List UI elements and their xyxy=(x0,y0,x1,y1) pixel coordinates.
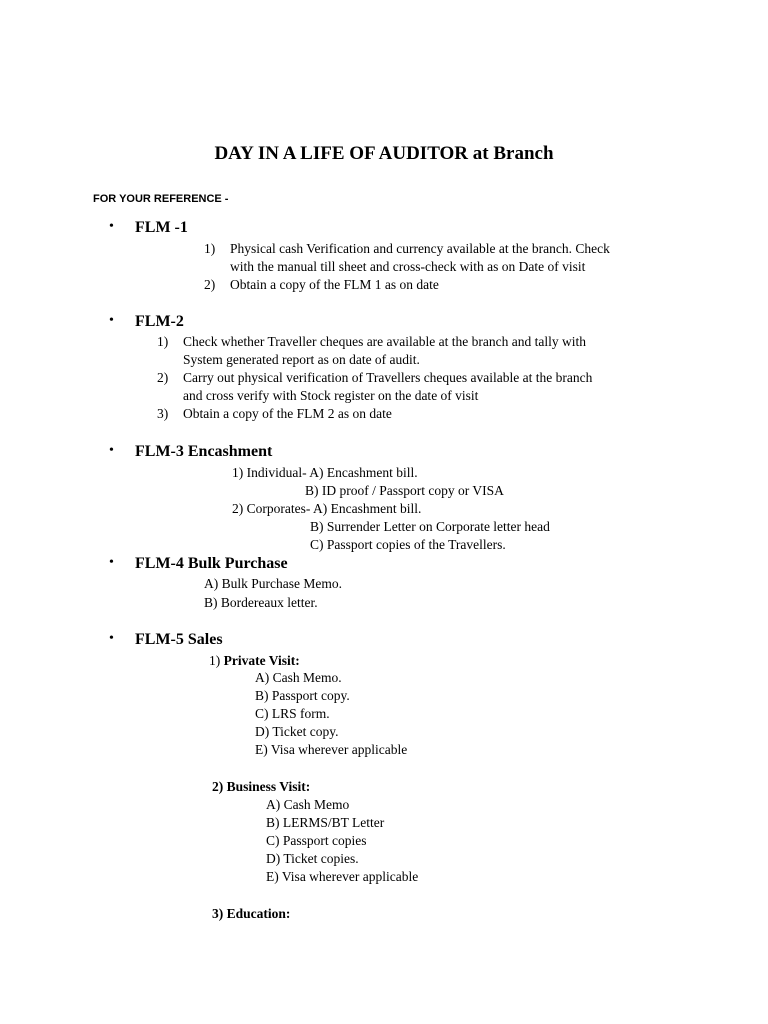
item-text: Obtain a copy of the FLM 1 as on date xyxy=(230,277,439,292)
item-text-continued: and cross verify with Stock register on the date of visit xyxy=(183,388,479,403)
list-item xyxy=(157,333,586,351)
flm4-line: B) Bordereaux letter. xyxy=(204,595,318,610)
item-text: Carry out physical verification of Travellers cheques available at the branch xyxy=(183,370,593,385)
list-item: E) Visa wherever applicable xyxy=(266,869,419,884)
business-visit-heading: 2) Business Visit: xyxy=(212,779,311,794)
item-number: 1) xyxy=(204,241,216,256)
item-text: Obtain a copy of the FLM 2 as on date xyxy=(183,406,392,421)
bullet-icon: • xyxy=(109,631,114,646)
item-text: Check whether Traveller cheques are available at the branch and tally with xyxy=(183,334,586,349)
bullet-icon: • xyxy=(109,219,114,234)
list-item: D) Ticket copy. xyxy=(255,724,339,739)
list-item: B) LERMS/BT Letter xyxy=(266,815,385,830)
page-title: DAY IN A LIFE OF AUDITOR at Branch xyxy=(214,143,554,164)
private-visit-heading xyxy=(209,652,300,670)
flm3-line: 1) Individual- A) Encashment bill. xyxy=(232,465,418,480)
item-number: 1) xyxy=(157,334,169,349)
flm2-heading: FLM-2 xyxy=(135,313,184,330)
item-number: 3) xyxy=(157,406,169,421)
item-number: 1) xyxy=(209,653,221,668)
flm3-line: B) ID proof / Passport copy or VISA xyxy=(305,483,504,498)
item-text-continued: System generated report as on date of audit. xyxy=(183,352,420,367)
list-item: C) LRS form. xyxy=(255,706,330,721)
list-item xyxy=(157,369,592,387)
flm1-heading: FLM -1 xyxy=(135,219,188,236)
flm4-line: A) Bulk Purchase Memo. xyxy=(204,576,342,591)
private-visit-label: Private Visit: xyxy=(223,653,300,668)
list-item: A) Cash Memo. xyxy=(255,670,342,685)
reference-label: FOR YOUR REFERENCE - xyxy=(93,193,229,205)
bullet-icon: • xyxy=(109,443,114,458)
flm3-line: B) Surrender Letter on Corporate letter head xyxy=(310,519,550,534)
education-heading: 3) Education: xyxy=(212,906,291,921)
flm3-line: 2) Corporates- A) Encashment bill. xyxy=(232,501,422,516)
flm3-heading: FLM-3 Encashment xyxy=(135,443,273,460)
flm4-heading: FLM-4 Bulk Purchase xyxy=(135,555,288,572)
bullet-icon: • xyxy=(109,555,114,570)
item-number: 2) xyxy=(157,370,169,385)
flm3-line: C) Passport copies of the Travellers. xyxy=(310,537,506,552)
list-item: B) Passport copy. xyxy=(255,688,350,703)
list-item xyxy=(157,405,392,423)
item-text: Physical cash Verification and currency available at the branch. Check xyxy=(230,241,610,256)
bullet-icon: • xyxy=(109,313,114,328)
list-item: D) Ticket copies. xyxy=(266,851,359,866)
list-item: C) Passport copies xyxy=(266,833,367,848)
flm5-heading: FLM-5 Sales xyxy=(135,631,223,648)
list-item: A) Cash Memo xyxy=(266,797,350,812)
list-item: E) Visa wherever applicable xyxy=(255,742,408,757)
list-item xyxy=(204,276,439,294)
item-number: 2) xyxy=(204,277,216,292)
list-item xyxy=(204,240,610,258)
item-text-continued: with the manual till sheet and cross-check with as on Date of visit xyxy=(230,259,586,274)
